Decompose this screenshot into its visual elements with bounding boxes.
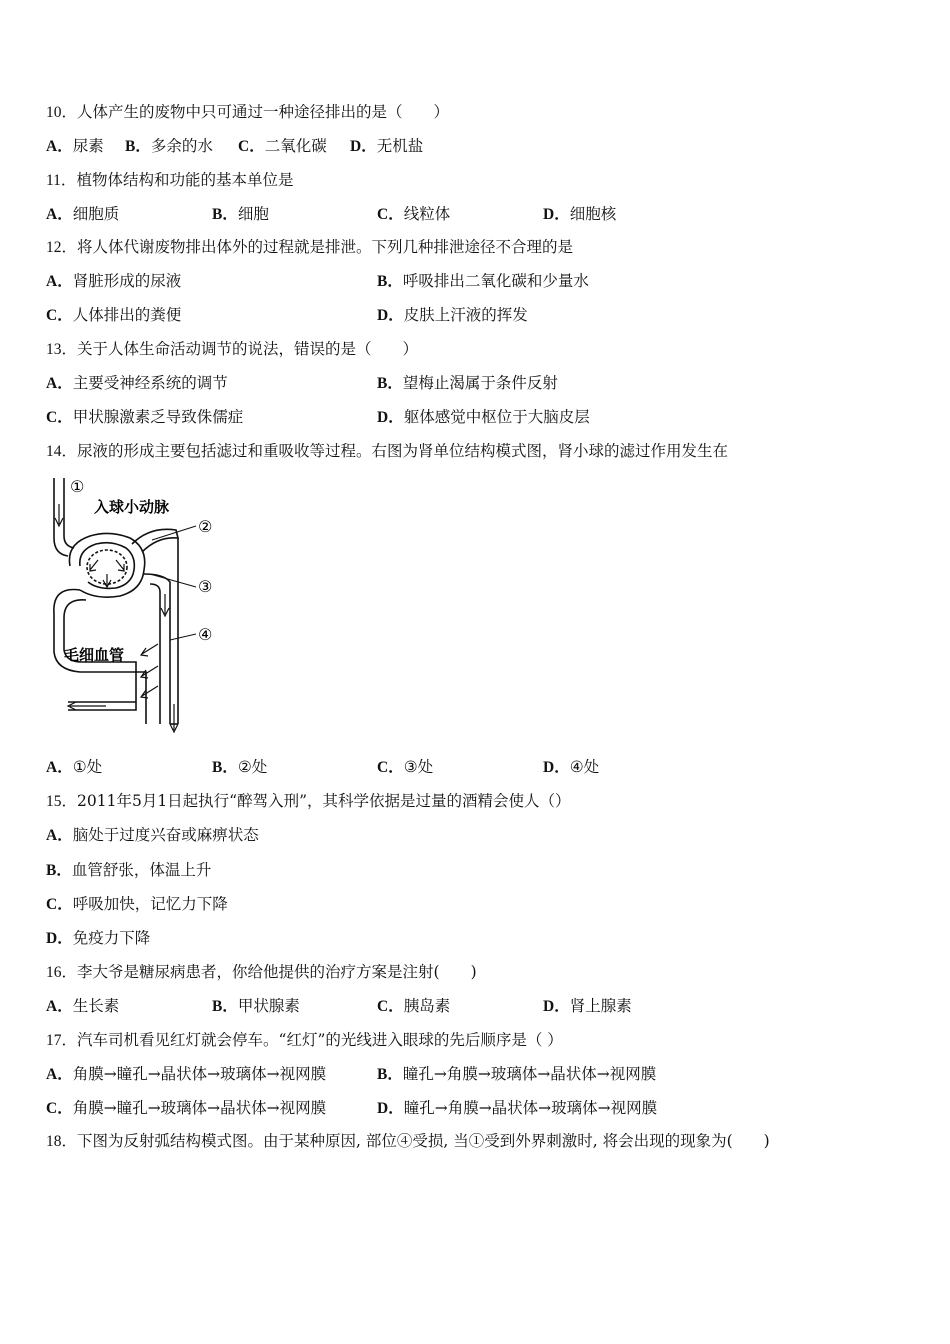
question-text: 将人体代谢废物排出体外的过程就是排泄。下列几种排泄途径不合理的是 xyxy=(77,238,574,256)
question-number: 14． xyxy=(46,443,78,460)
question-16-stem xyxy=(46,962,477,983)
question-17-stem xyxy=(46,1030,563,1051)
question-10-stem xyxy=(46,102,449,123)
option-d[interactable]: D．免疫力下降 xyxy=(46,929,151,947)
question-14-stem xyxy=(46,441,728,462)
option-b[interactable]: B．多余的水 xyxy=(125,137,213,155)
question-number: 17． xyxy=(46,1032,78,1049)
arrow-reabsorb-1 xyxy=(141,644,158,656)
option-a[interactable]: A．尿素 xyxy=(46,137,104,155)
renal-tubule xyxy=(144,574,170,724)
question-number: 18． xyxy=(46,1133,78,1150)
option-c[interactable]: C．角膜→瞳孔→玻璃体→晶状体→视网膜 xyxy=(46,1099,327,1117)
question-number: 12． xyxy=(46,239,78,256)
option-c[interactable]: C．二氧化碳 xyxy=(238,137,327,155)
option-b[interactable]: B．细胞 xyxy=(212,205,269,223)
option-b[interactable]: B．瞳孔→角膜→玻璃体→晶状体→视网膜 xyxy=(377,1065,657,1083)
option-a[interactable]: A．肾脏形成的尿液 xyxy=(46,272,182,290)
question-12-stem xyxy=(46,237,573,258)
option-d[interactable]: D．细胞核 xyxy=(543,205,617,223)
option-c[interactable]: C．呼吸加快，记忆力下降 xyxy=(46,895,228,913)
question-number: 13． xyxy=(46,341,78,358)
question-number: 15． xyxy=(46,793,78,810)
option-c[interactable]: C．③处 xyxy=(377,758,434,776)
option-b[interactable]: B．甲状腺素 xyxy=(212,997,300,1015)
afferent-label: 入球小动脉 xyxy=(94,498,170,516)
option-a[interactable]: A．脑处于过度兴奋或麻痹状态 xyxy=(46,826,259,844)
efferent-arteriole xyxy=(132,529,178,552)
option-b[interactable]: B．呼吸排出二氧化碳和少量水 xyxy=(377,272,589,290)
question-text: 关于人体生命活动调节的说法，错误的是（ ） xyxy=(77,340,419,358)
arrow-glomerulus-2 xyxy=(116,560,124,571)
option-b[interactable]: B．望梅止渴属于条件反射 xyxy=(377,374,558,392)
option-d[interactable]: D．瞳孔→角膜→晶状体→玻璃体→视网膜 xyxy=(377,1099,658,1117)
capillary-label: 毛细血管 xyxy=(64,646,125,664)
question-number: 11． xyxy=(46,172,77,189)
marker-2: ② xyxy=(198,517,213,536)
option-a[interactable]: A．①处 xyxy=(46,758,103,776)
marker-4: ④ xyxy=(198,625,213,644)
option-a[interactable]: A．主要受神经系统的调节 xyxy=(46,374,228,392)
question-text: 李大爷是糖尿病患者，你给他提供的治疗方案是注射( ) xyxy=(77,963,477,981)
question-text: 植物体结构和功能的基本单位是 xyxy=(76,171,294,189)
arrow-glomerulus-3 xyxy=(103,574,111,587)
option-d[interactable]: D．无机盐 xyxy=(350,137,424,155)
question-text: 汽车司机看见红灯就会停车。“红灯”的光线进入眼球的先后顺序是（ ） xyxy=(77,1031,563,1049)
option-d[interactable]: D．④处 xyxy=(543,758,600,776)
option-d[interactable]: D．躯体感觉中枢位于大脑皮层 xyxy=(377,408,590,426)
arrow-collecting-down xyxy=(170,704,178,732)
question-number: 10． xyxy=(46,104,78,121)
option-a[interactable]: A．细胞质 xyxy=(46,205,120,223)
question-15-stem xyxy=(46,791,571,812)
option-c[interactable]: C．胰岛素 xyxy=(377,997,451,1015)
arrow-tubule-down xyxy=(161,594,169,616)
option-c[interactable]: C．线粒体 xyxy=(377,205,451,223)
arrow-vein-left xyxy=(68,702,106,710)
question-number: 16． xyxy=(46,964,78,981)
arrow-glomerulus-1 xyxy=(90,560,98,571)
question-18-stem xyxy=(46,1131,770,1152)
marker-3: ③ xyxy=(198,577,213,596)
option-d[interactable]: D．肾上腺素 xyxy=(543,997,632,1015)
option-c[interactable]: C．甲状腺激素乏导致侏儒症 xyxy=(46,408,244,426)
question-13-stem xyxy=(46,339,418,360)
option-b[interactable]: B．②处 xyxy=(212,758,268,776)
option-a[interactable]: A．生长素 xyxy=(46,997,120,1015)
question-text: 尿液的形成主要包括滤过和重吸收等过程。右图为肾单位结构模式图，肾小球的滤过作用发生在 xyxy=(77,442,729,460)
question-text: 下图为反射弧结构模式图。由于某种原因, 部位④受损, 当①受到外界刺激时, 将会出现的现象为( ) xyxy=(77,1132,770,1150)
arrow-reabsorb-3 xyxy=(141,686,158,698)
arrow-down-afferent xyxy=(55,504,63,526)
option-b[interactable]: B．血管舒张，体温上升 xyxy=(46,861,212,879)
option-c[interactable]: C．人体排出的粪便 xyxy=(46,306,182,324)
question-text: 人体产生的废物中只可通过一种途径排出的是（ ） xyxy=(77,103,450,121)
marker-1: ① xyxy=(70,477,85,496)
question-11-stem xyxy=(46,170,293,191)
question-text: 2011年5月1日起执行“醉驾入刑”，其科学依据是过量的酒精会使人（） xyxy=(77,792,571,810)
nephron-diagram xyxy=(46,474,236,736)
option-d[interactable]: D．皮肤上汗液的挥发 xyxy=(377,306,528,324)
option-a[interactable]: A．角膜→瞳孔→晶状体→玻璃体→视网膜 xyxy=(46,1065,327,1083)
